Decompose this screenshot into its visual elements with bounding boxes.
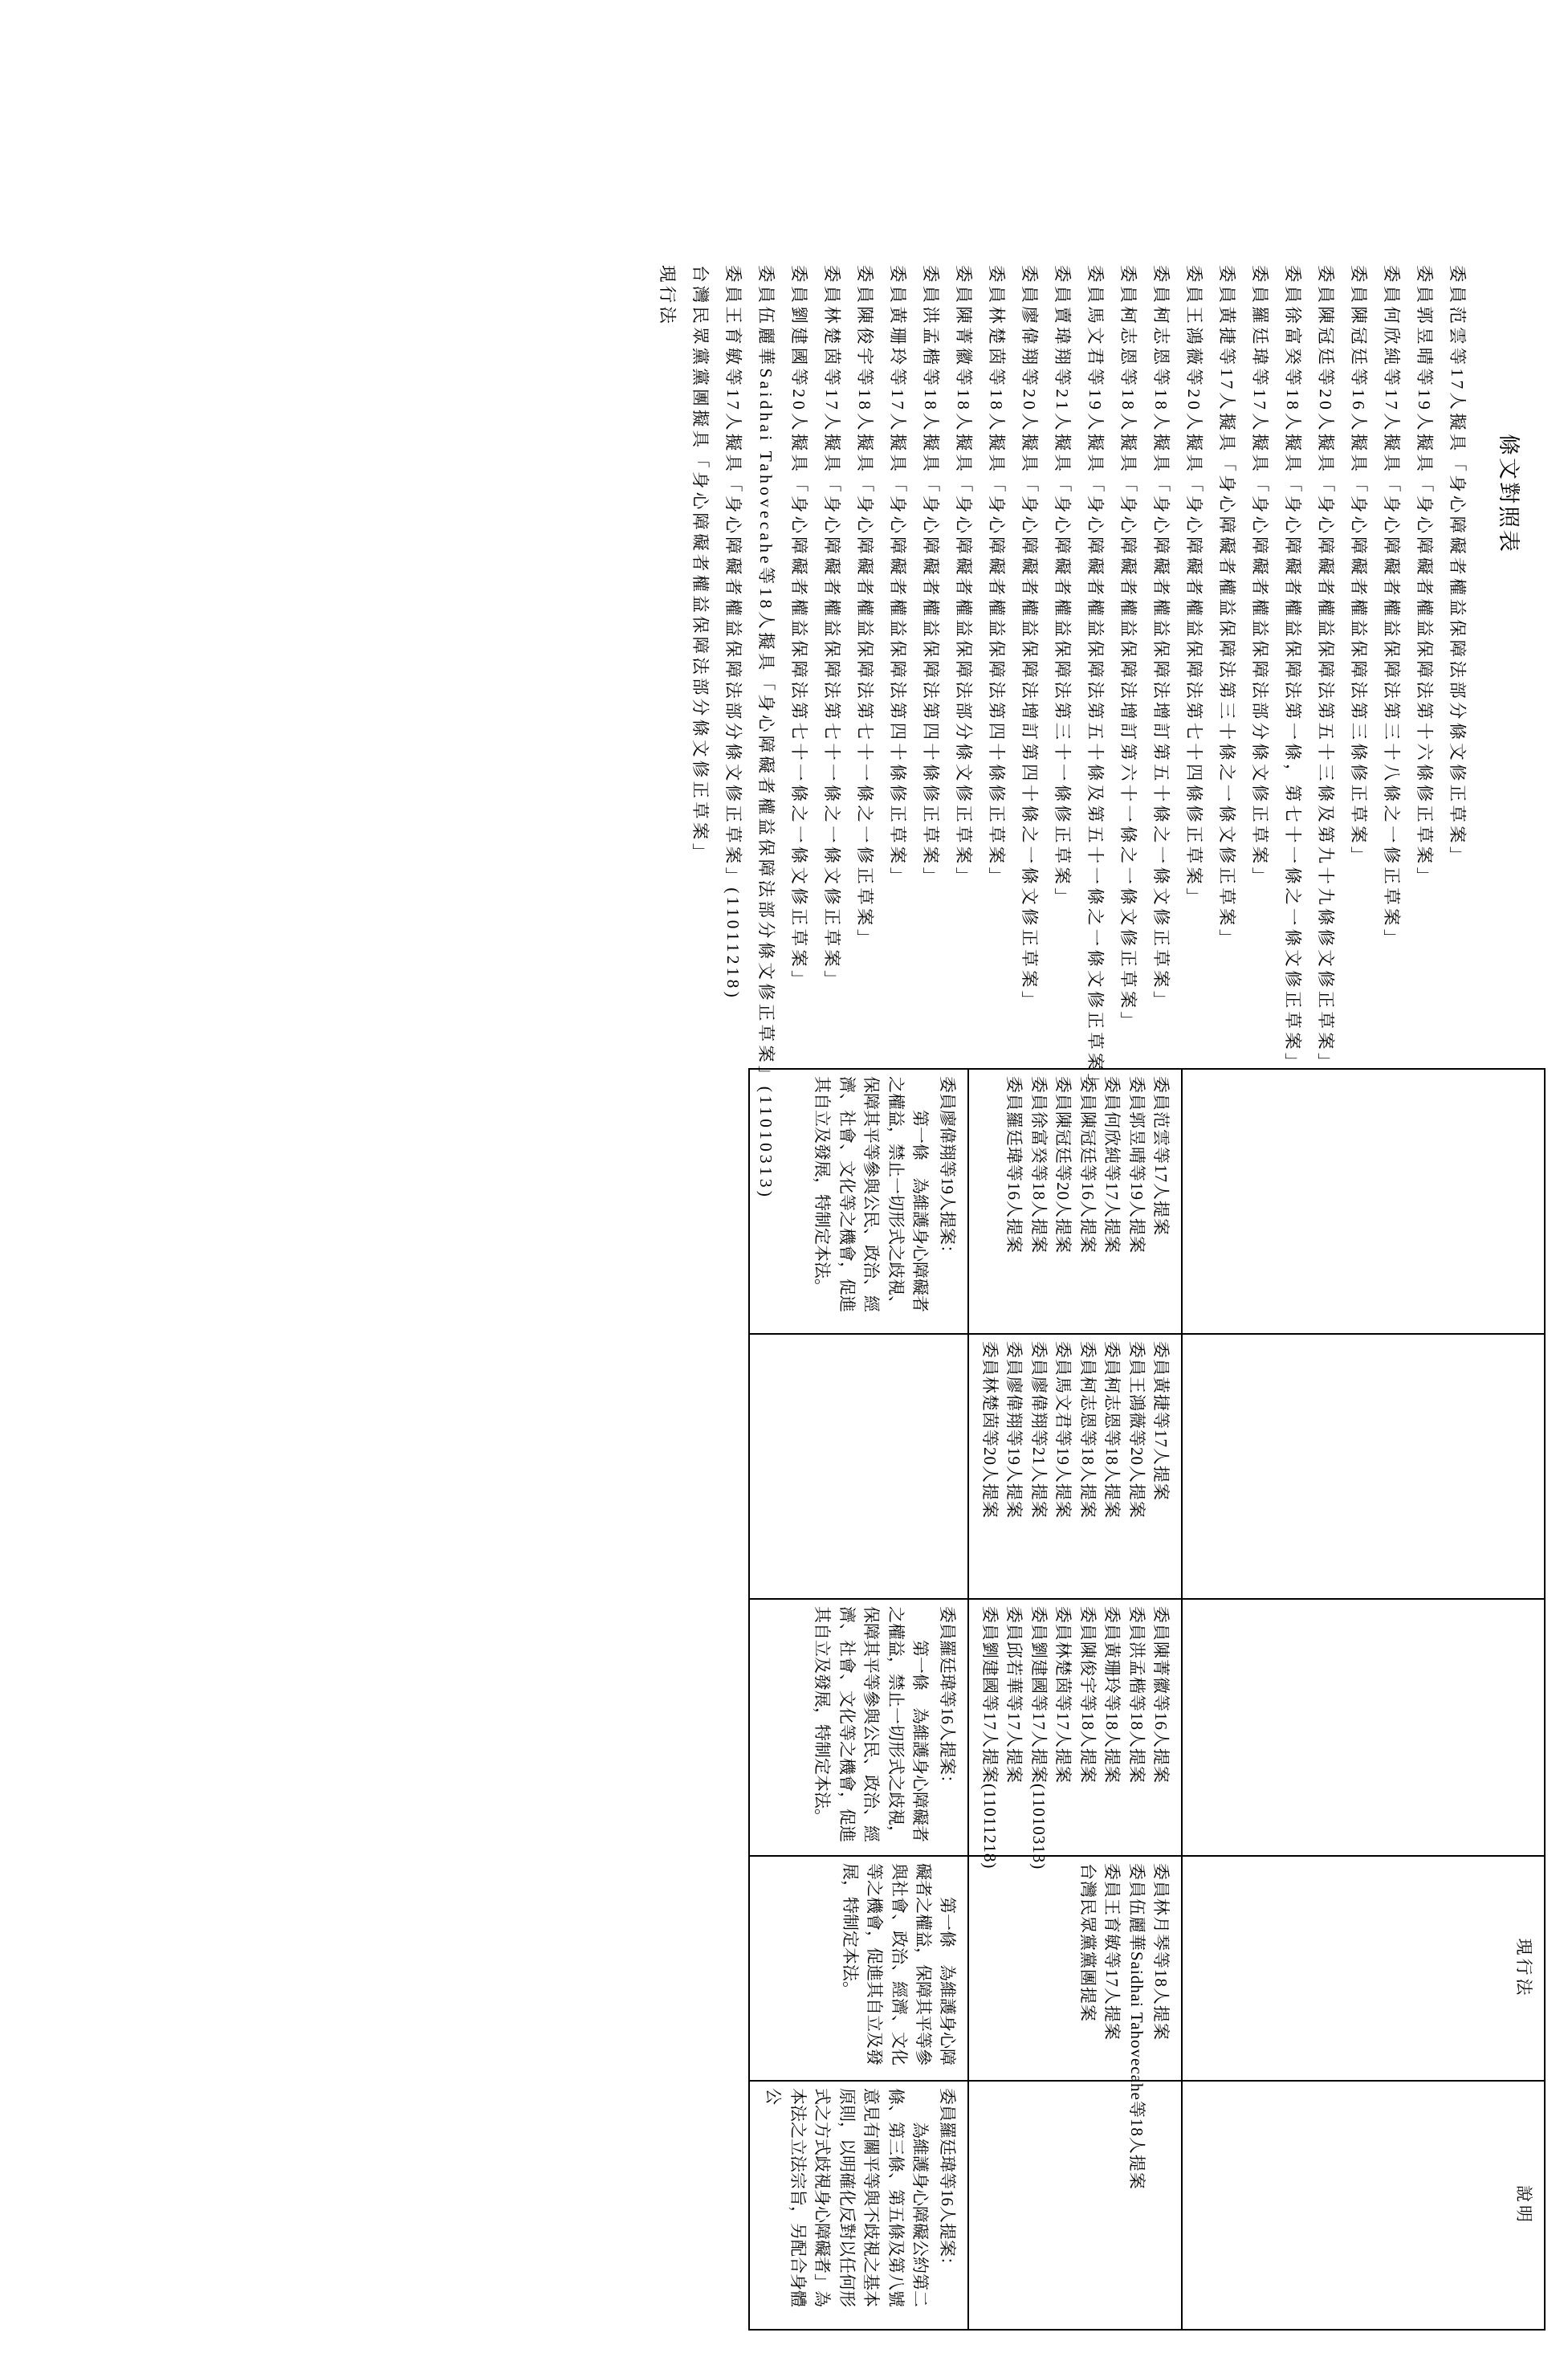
proposer-item: 委員王育敏等17人提案 <box>1102 1863 1122 2041</box>
proposer-item: 委員王鴻薇等20人提案 <box>1126 1341 1146 1519</box>
column-header-explanation: 說明 <box>1182 2081 1545 2330</box>
proposer-item: 委員何欣純等17人提案 <box>1102 1076 1122 1254</box>
proposer-item: 委員廖偉翔等21人提案 <box>1028 1341 1049 1519</box>
bill-proposal-list <box>642 265 1465 1200</box>
proposer-item: 委員林楚茵等20人提案 <box>979 1341 1000 1519</box>
proposer-item: 委員黃捷等17人提案 <box>1151 1341 1171 1501</box>
list-item: 委員黃捷等17人擬具「身心障礙者權益保障法第三十條之一條文修正草案」 <box>1217 265 1236 950</box>
current-law-text: 第一條 為維護身心障礙者之權益，保障其平等參與社會、政治、經濟、文化等之機會，促進其自立及發展，特制定本法。 <box>840 1863 958 2066</box>
proposer-cell-b <box>969 1334 1183 1599</box>
proposer-item: 委員陳冠廷等16人提案 <box>1077 1076 1098 1254</box>
column-header-current-law: 現行法 <box>1182 1856 1545 2081</box>
list-item: 委員徐富癸等18人擬具「身心障礙者權益保障法第一條，第七十一條之一條文修正草案」 <box>1283 265 1302 1074</box>
amendment-heading: 委員羅廷瑋等16人提案： <box>938 1606 958 1792</box>
amendment-text: 第一條 為維護身心障礙者之權益，禁止一切形式之歧視，保障其平等參與公民、政治、經濟、社會、文化等之機會，促進其自立及發展，特制定本法。 <box>813 1606 931 1842</box>
list-item: 現行法 <box>658 265 677 328</box>
list-item: 委員洪孟楷等18人擬具「身心障礙者權益保障法第四十條修正草案」 <box>921 265 940 888</box>
table-row-article-1 <box>749 1069 969 2330</box>
table-row-proposers <box>969 1069 1183 2330</box>
list-item: 委員馬文君等19人擬具「身心障礙者權益保障法第五十條及第五十一條之一條文修正草案」 <box>1085 265 1105 1095</box>
proposer-item: 委員陳俊宇等18人提案 <box>1077 1606 1098 1784</box>
list-item: 委員陳冠廷等20人擬具「身心障礙者權益保障法第五十三條及第九十九條修文修正草案」 <box>1316 265 1335 1074</box>
proposer-item: 委員林月琴等18人提案 <box>1151 1863 1171 2041</box>
list-item: 委員柯志恩等18人擬具「身心障礙者權益保障法增訂第五十條之一條文修正草案」 <box>1151 265 1171 1012</box>
proposer-item: 委員伍麗華Saidhai Tahovecahe等18人提案 <box>1126 1863 1146 2190</box>
proposer-item: 台灣民眾黨黨團提案 <box>1077 1863 1098 2022</box>
list-item: 台灣民眾黨黨團擬具「身心障礙者權益保障法部分條文修正草案」 <box>690 265 710 864</box>
list-item: 委員林楚茵等18人擬具「身心障礙者權益保障法第四十條修正草案」 <box>987 265 1006 888</box>
amendment-heading: 委員廖偉翔等19人提案： <box>938 1076 958 1262</box>
proposer-item: 委員陳冠廷等20人提案 <box>1053 1076 1073 1254</box>
list-item: 委員王育敏等17人擬具「身心障礙者權益保障法部分條文修正草案」(11011218) <box>723 265 743 1001</box>
list-item: 委員陳冠廷等16人擬具「身心障礙者權益保障法第三條修正草案」 <box>1349 265 1368 867</box>
list-item: 委員柯志恩等18人擬具「身心障礙者權益保障法增訂第六十一條之一條文修正草案」 <box>1118 265 1138 1033</box>
column-header-proposals-a <box>1182 1069 1545 1334</box>
proposer-item: 委員邱若華等17人提案 <box>1004 1606 1024 1784</box>
proposer-item: 委員柯志恩等18人提案 <box>1102 1341 1122 1519</box>
proposer-cell-c <box>969 1599 1183 1870</box>
table-header-row <box>1182 1069 1545 2330</box>
explanation-text: 為維護身心障礙公約第二條、第三條、第五條及第八號意見有關平等與不歧視之基本原則，以明確化反對以任何形式之方式歧視身心障礙者」為本法之立法宗旨，另配合身體公 <box>764 2088 931 2307</box>
list-item: 委員王鴻薇等20人擬具「身心障礙者權益保障法第七十四條修正草案」 <box>1184 265 1203 908</box>
explanation-cell <box>749 2081 969 2330</box>
proposer-item: 委員劉建國等17人提案(11011218) <box>979 1606 1000 1870</box>
proposer-item: 委員陳菁徽等16人提案 <box>1151 1606 1171 1784</box>
proposer-item: 委員林楚茵等17人提案 <box>1053 1606 1073 1784</box>
proposer-item: 委員劉建國等17人提案(11010313) <box>1028 1606 1049 1870</box>
explanation-heading: 委員羅廷瑋等16人提案： <box>938 2088 958 2273</box>
list-item: 委員范雲等17人擬具「身心障礙者權益保障法部分條文修正草案」 <box>1448 265 1467 867</box>
proposer-cell-a <box>969 1069 1183 1334</box>
list-item: 委員賣瑋翔等21人擬具「身心障礙者權益保障法第三十一條修正草案」 <box>1053 265 1072 908</box>
current-law-cell <box>749 1856 969 2081</box>
proposer-cell-d <box>969 1856 1183 2190</box>
amendment-text: 第一條 為維護身心障礙者之權益，禁止一切形式之歧視、保障其平等參與公民、政治、經濟、社會、文化等之機會，促進其自立及發展，特制定本法。 <box>813 1076 931 1312</box>
proposer-item: 委員郭昱晴等19人提案 <box>1126 1076 1146 1254</box>
proposer-item: 委員馬文君等19人提案 <box>1053 1341 1073 1519</box>
comparison-table <box>748 1068 1546 2331</box>
list-item: 委員伍麗華Saidhai Tahovecahe等18人擬具「身心障礙者權益保障法部分條文修正草案」(11010313) <box>756 265 776 1201</box>
list-item: 委員陳俊宇等18人擬具「身心障礙者權益保障法第七十一條之一修正草案」 <box>855 265 874 950</box>
proposer-item: 委員徐富癸等18人提案 <box>1028 1076 1049 1254</box>
list-item: 委員何欣純等17人擬具「身心障礙者權益保障法第三十八條之一修正草案」 <box>1382 265 1401 950</box>
list-item: 委員陳菁徽等18人擬具「身心障礙者權益保障法部分條文修正草案」 <box>954 265 973 888</box>
proposer-item: 委員柯志恩等18人提案 <box>1077 1341 1098 1519</box>
amendment-cell-right <box>749 1599 969 1856</box>
proposer-item: 委員黃珊玲等18人提案 <box>1102 1606 1122 1784</box>
proposer-item: 委員廖偉翔等19人提案 <box>1004 1341 1024 1519</box>
proposer-item: 委員洪孟楷等18人提案 <box>1126 1606 1146 1784</box>
list-item: 委員林楚茵等17人擬具「身心障礙者權益保障法第七十一條之一條文修正草案」 <box>822 265 841 991</box>
proposer-cell-explanation-blank <box>969 2081 1183 2330</box>
proposer-item: 委員范雲等17人提案 <box>1151 1076 1171 1236</box>
list-item: 委員羅廷瑋等17人擬具「身心障礙者權益保障法部分條文修正草案」 <box>1250 265 1269 888</box>
amendment-cell-left <box>749 1069 969 1334</box>
column-header-proposals-b <box>1182 1334 1545 1599</box>
list-item: 委員劉建國等20人擬具「身心障礙者權益保障法第七十一條之一條文修正草案」 <box>789 265 808 991</box>
proposer-item: 委員羅廷瑋等16人提案 <box>1004 1076 1024 1254</box>
amendment-cell-middle <box>749 1334 969 1599</box>
column-header-proposals-c <box>1182 1599 1545 1856</box>
list-item: 委員黃珊玲等17人擬具「身心障礙者權益保障法第四十條修正草案」 <box>888 265 907 888</box>
list-item: 委員廖偉翔等20人擬具「身心障礙者權益保障法增訂第四十條之一條文修正草案」 <box>1020 265 1039 1012</box>
list-item: 委員郭昱晴等19人擬具「身心障礙者權益保障法第十六條修正草案」 <box>1415 265 1434 888</box>
page-title: 條文對照表 <box>1497 434 1521 554</box>
